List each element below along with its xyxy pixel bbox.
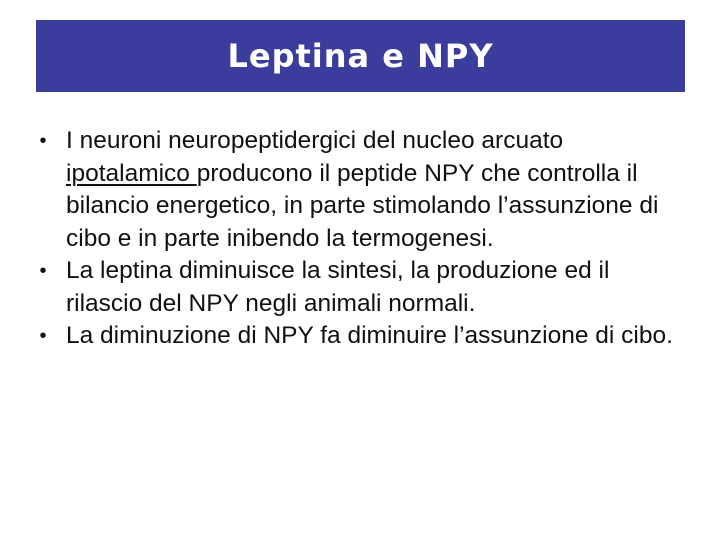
slide-title: Leptina e NPY — [227, 37, 494, 75]
bullet-icon: • — [39, 130, 47, 152]
bullet-1-text-start: I neuroni neuropeptidergici del nucleo arcuato — [66, 127, 564, 154]
bullet-item-1 — [36, 125, 686, 255]
bullet-1-text-end: producono il peptide NPY che controlla il bilancio energetico, in parte stimolando l’assunzione di cibo e in parte inibendo la termogenesi. — [66, 159, 659, 252]
bullet-2-text: La leptina diminuisce la sintesi, la produzione ed il rilascio del NPY negli animali normali. — [66, 257, 610, 317]
slide-title-bar — [36, 20, 685, 92]
bullet-item-2 — [36, 255, 686, 320]
bullet-list — [36, 125, 686, 353]
bullet-item-3 — [36, 320, 686, 353]
bullet-1-underlined-term: ipotalamico — [66, 159, 197, 187]
bullet-icon: • — [39, 260, 47, 282]
bullet-3-text: La diminuzione di NPY fa diminuire l’assunzione di cibo. — [66, 322, 673, 349]
bullet-icon: • — [39, 325, 47, 347]
